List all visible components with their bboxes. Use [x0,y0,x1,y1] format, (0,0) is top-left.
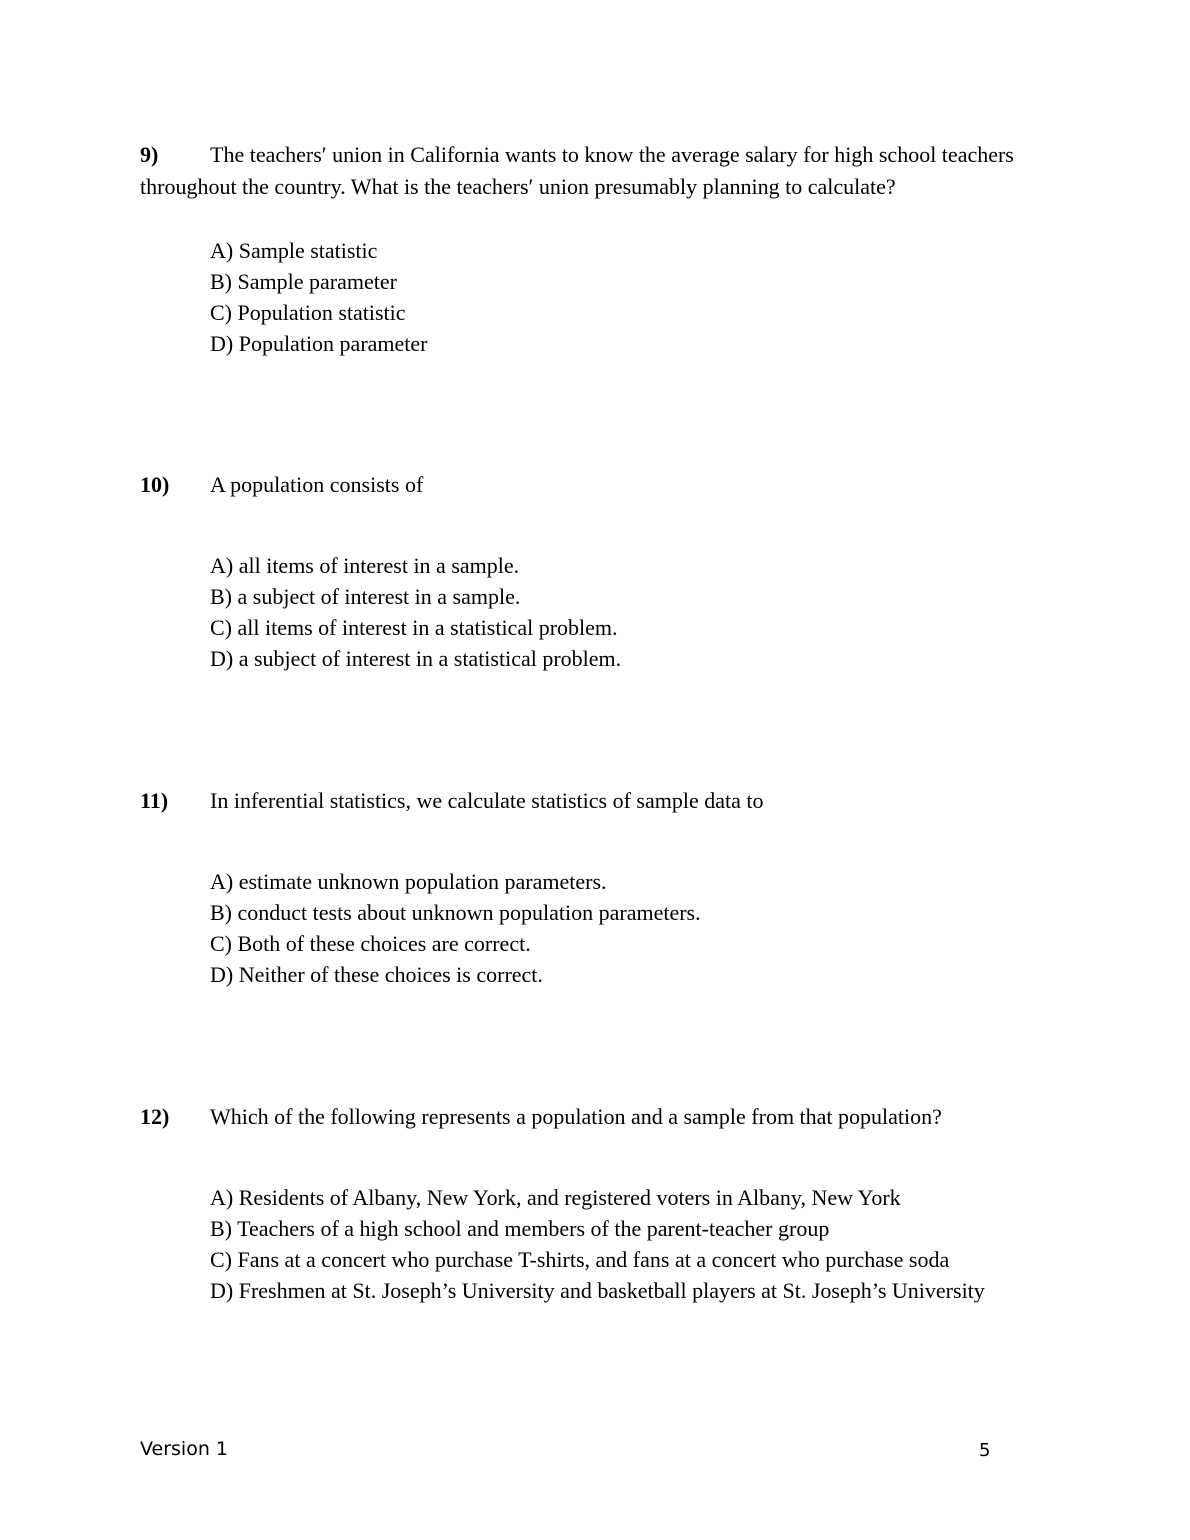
option-b: B) Sample parameter [210,269,397,294]
option-d: D) a subject of interest in a statistical problem. [210,646,622,671]
options-list-10 [210,550,621,674]
option-d: D) Freshmen at St. Joseph’s University and basketball players at St. Joseph’s University [210,1278,985,1303]
option-b: B) conduct tests about unknown population parameters. [210,900,701,925]
question-9 [140,139,1040,203]
question-text: A population consists of [210,472,424,497]
question-number: 10) [140,472,170,497]
question-text: Which of the following represents a population and a sample from that population? [210,1104,942,1129]
options-list-12 [210,1182,985,1306]
option-a: A) Residents of Albany, New York, and registered voters in Albany, New York [210,1185,901,1210]
question-number: 9) [140,142,159,167]
options-list-11 [210,866,701,990]
option-c: C) all items of interest in a statistical problem. [210,615,618,640]
option-c: C) Population statistic [210,300,406,325]
question-12 [140,1101,1040,1133]
question-text: In inferential statistics, we calculate statistics of sample data to [210,788,764,813]
footer-page-number: 5 [979,1440,991,1461]
options-list-9 [210,235,428,359]
question-10 [140,469,1040,501]
option-c: C) Both of these choices are correct. [210,931,531,956]
option-d: D) Population parameter [210,331,428,356]
question-11 [140,785,1040,817]
question-text: The teachers′ union in California wants to know the average salary for high school teachers throughout the country. What is the teachers′ union presumably planning to calculate? [140,142,1014,199]
option-a: A) estimate unknown population parameters. [210,869,607,894]
option-a: A) Sample statistic [210,238,378,263]
question-number: 12) [140,1104,170,1129]
footer-version: Version 1 [140,1438,228,1460]
question-number: 11) [140,788,169,813]
option-b: B) a subject of interest in a sample. [210,584,521,609]
option-b: B) Teachers of a high school and members of the parent-teacher group [210,1216,830,1241]
option-a: A) all items of interest in a sample. [210,553,520,578]
option-c: C) Fans at a concert who purchase T-shirts, and fans at a concert who purchase soda [210,1247,950,1272]
option-d: D) Neither of these choices is correct. [210,962,543,987]
